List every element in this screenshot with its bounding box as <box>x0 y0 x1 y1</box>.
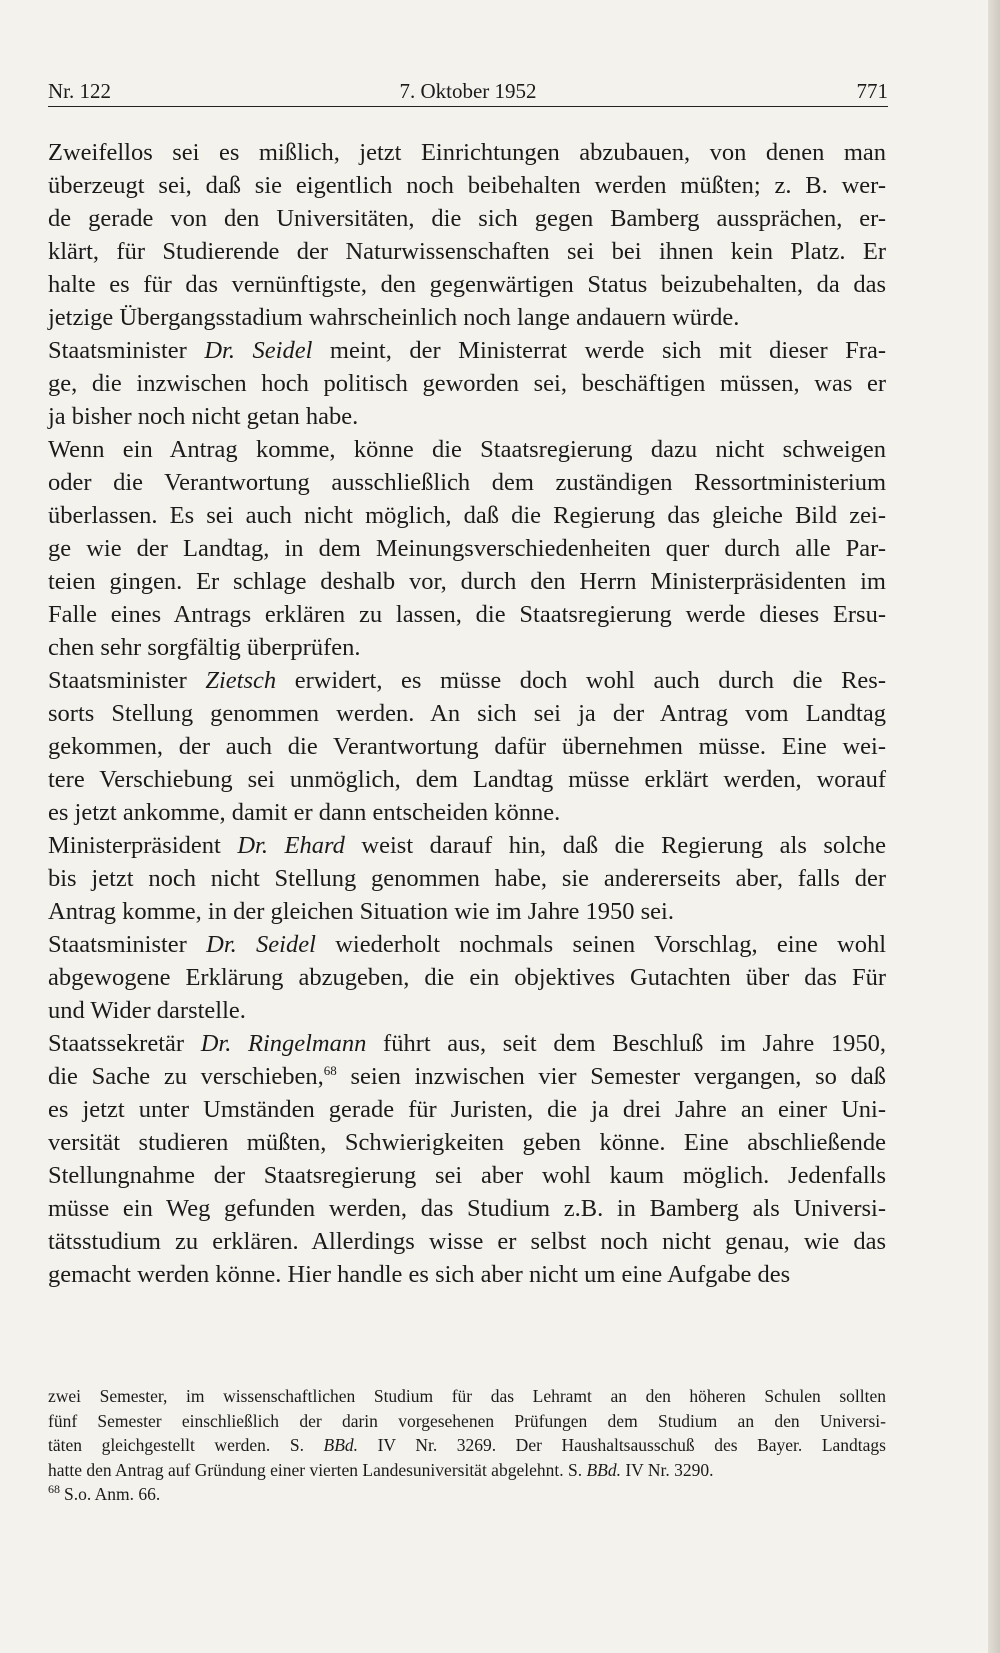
text-run: zwei Semester, im wissenschaftlichen Studium für das Lehramt an den höheren Schulen sollten <box>48 1386 886 1406</box>
text-run: tere Verschiebung sei unmöglich, dem Landtag müsse erklärt werden, worauf <box>48 766 886 793</box>
document-number: Nr. 122 <box>48 79 111 103</box>
text-line: chen sehr sorgfältig überprüfen. <box>48 634 361 661</box>
text-run: täten gleichgestellt werden. S. <box>48 1435 324 1455</box>
text-line <box>48 1027 886 1060</box>
person-name: Dr. Seidel <box>204 337 313 364</box>
text-run: es jetzt ankomme, damit er dann entscheiden könne. <box>48 799 561 826</box>
text-run: Staatsminister <box>48 667 206 694</box>
text-line: halte es für das vernünftigste, den gegenwärtigen Status beizubehalten, da das <box>48 271 886 298</box>
paragraph <box>48 829 886 928</box>
text-line: klärt, für Studierende der Naturwissenschaften sei bei ihnen kein Platz. Er <box>48 238 886 265</box>
text-line <box>48 1159 886 1192</box>
footnote-line <box>48 1433 886 1458</box>
text-line: de gerade von den Universitäten, die sich gegen Bamberg aussprächen, er- <box>48 205 886 232</box>
paragraph <box>48 664 886 829</box>
text-line <box>48 664 886 697</box>
citation-abbrev: BBd. <box>323 1435 359 1455</box>
text-run: ge, die inzwischen hoch politisch geworden sei, beschäftigen müssen, was er <box>48 370 886 397</box>
person-name: Dr. Ringelmann <box>200 1030 367 1057</box>
paragraph <box>48 928 886 1027</box>
text-run: erwidert, es müsse doch wohl auch durch die Res- <box>276 667 886 694</box>
footnotes <box>48 1384 886 1507</box>
footnote-number: 68 <box>48 1482 60 1497</box>
text-run: bis jetzt noch nicht Stellung genommen habe, sie andererseits aber, falls der <box>48 865 886 892</box>
text-line <box>48 895 886 928</box>
text-run: meint, der Ministerrat werde sich mit dieser Fra- <box>312 337 886 364</box>
text-run: Staatsminister <box>48 931 207 958</box>
text-line: teien gingen. Er schlage deshalb vor, durch den Herrn Ministerpräsidenten im <box>48 568 886 595</box>
text-line <box>48 796 886 829</box>
citation-abbrev: BBd. <box>586 1459 621 1480</box>
text-run: und Wider darstelle. <box>48 997 246 1024</box>
text-line: Zweifellos sei es mißlich, jetzt Einrichtungen abzubauen, von denen man <box>48 139 886 166</box>
footnote-68 <box>48 1482 886 1507</box>
text-line <box>48 928 886 961</box>
text-run: Staatssekretär <box>48 1030 201 1057</box>
text-run: es jetzt unter Umständen gerade für Juristen, die ja drei Jahre an einer Uni- <box>48 1096 886 1123</box>
text-line <box>48 1126 886 1159</box>
text-line <box>48 400 886 433</box>
text-run: die Sache zu verschieben, <box>48 1063 324 1090</box>
text-line: ge wie der Landtag, in dem Meinungsverschiedenheiten quer durch alle Par- <box>48 535 886 562</box>
text-line <box>48 1060 886 1093</box>
text-line <box>48 1192 886 1225</box>
text-run: Antrag komme, in der gleichen Situation wie im Jahre 1950 sei. <box>48 898 674 925</box>
text-run: IV Nr. 3290. <box>620 1459 714 1480</box>
text-run: müsse ein Weg gefunden werden, das Studium z.B. in Bamberg als Universi- <box>48 1195 886 1222</box>
text-run: seien inzwischen vier Semester vergangen, so daß <box>336 1063 886 1090</box>
text-run: sorts Stellung genommen werden. An sich sei ja der Antrag vom Landtag <box>48 700 886 727</box>
person-name: Dr. Seidel <box>206 931 316 958</box>
text-run: IV Nr. 3269. Der Haushaltsausschuß des Bayer. Landtags <box>358 1435 886 1455</box>
text-run: abgewogene Erklärung abzugeben, die ein objektives Gutachten über das Für <box>48 964 886 991</box>
header-date: 7. Oktober 1952 <box>399 79 537 103</box>
footnote-line <box>48 1384 886 1409</box>
footnote-line <box>48 1409 886 1434</box>
text-run: Stellungnahme der Staatsregierung sei aber wohl kaum möglich. Jedenfalls <box>48 1162 886 1189</box>
text-run: Ministerpräsident <box>48 832 238 859</box>
text-line: Wenn ein Antrag komme, könne die Staatsregierung dazu nicht schweigen <box>48 436 886 463</box>
text-line <box>48 1225 886 1258</box>
text-line <box>48 1093 886 1126</box>
text-run: gekommen, der auch die Verantwortung dafür übernehmen müsse. Eine wei- <box>48 733 886 760</box>
running-header <box>48 76 888 106</box>
text-run: weist darauf hin, daß die Regierung als solche <box>344 832 886 859</box>
text-line <box>48 367 886 400</box>
text-line <box>48 334 886 367</box>
text-line <box>48 1258 886 1291</box>
page-number: 771 <box>856 79 888 103</box>
paragraph <box>48 433 886 664</box>
body-text <box>48 136 886 1291</box>
paragraph <box>48 334 886 433</box>
text-line <box>48 862 886 895</box>
person-name: Dr. Ehard <box>237 832 345 859</box>
text-line: oder die Verantwortung ausschließlich dem zuständigen Ressortministerium <box>48 469 886 496</box>
text-run: fünf Semester einschließlich der darin vorgesehenen Prüfungen dem Studium an den Universi- <box>48 1410 886 1431</box>
footnote-reference[interactable]: 68 <box>323 1062 337 1078</box>
text-run: gemacht werden könne. Hier handle es sich aber nicht um eine Aufgabe des <box>48 1261 791 1288</box>
text-run: hatte den Antrag auf Gründung einer vierten Landesuniversität abgelehnt. S. <box>48 1459 587 1480</box>
text-run: versität studieren müßten, Schwierigkeiten geben könne. Eine abschließende <box>48 1129 886 1156</box>
text-line <box>48 961 886 994</box>
text-run: führt aus, seit dem Beschluß im Jahre 1950, <box>366 1030 886 1057</box>
text-run: wiederholt nochmals seinen Vorschlag, eine wohl <box>315 931 887 958</box>
paragraph <box>48 136 886 334</box>
scan-edge <box>988 0 1000 1653</box>
paragraph <box>48 1027 886 1291</box>
text-line <box>48 730 886 763</box>
text-line: Falle eines Antrags erklären zu lassen, die Staatsregierung werde dieses Ersu- <box>48 601 886 628</box>
text-line: überlassen. Es sei auch nicht möglich, daß die Regierung das gleiche Bild zei- <box>48 502 886 529</box>
footnote-text: S.o. Anm. 66. <box>64 1484 161 1504</box>
header-rule <box>48 106 888 107</box>
text-line: überzeugt sei, daß sie eigentlich noch beibehalten werden müßten; z. B. wer- <box>48 172 886 199</box>
text-run: tätsstudium zu erklären. Allerdings wisse er selbst noch nicht genau, wie das <box>48 1228 886 1255</box>
text-line <box>48 829 886 862</box>
person-name: Zietsch <box>205 667 277 694</box>
text-line <box>48 697 886 730</box>
text-line <box>48 763 886 796</box>
text-line <box>48 994 886 1027</box>
footnote-line <box>48 1458 886 1483</box>
text-line: jetzige Übergangsstadium wahrscheinlich noch lange andauern würde. <box>48 304 740 331</box>
text-run: Staatsminister <box>48 337 205 364</box>
text-run: ja bisher noch nicht getan habe. <box>48 403 359 430</box>
